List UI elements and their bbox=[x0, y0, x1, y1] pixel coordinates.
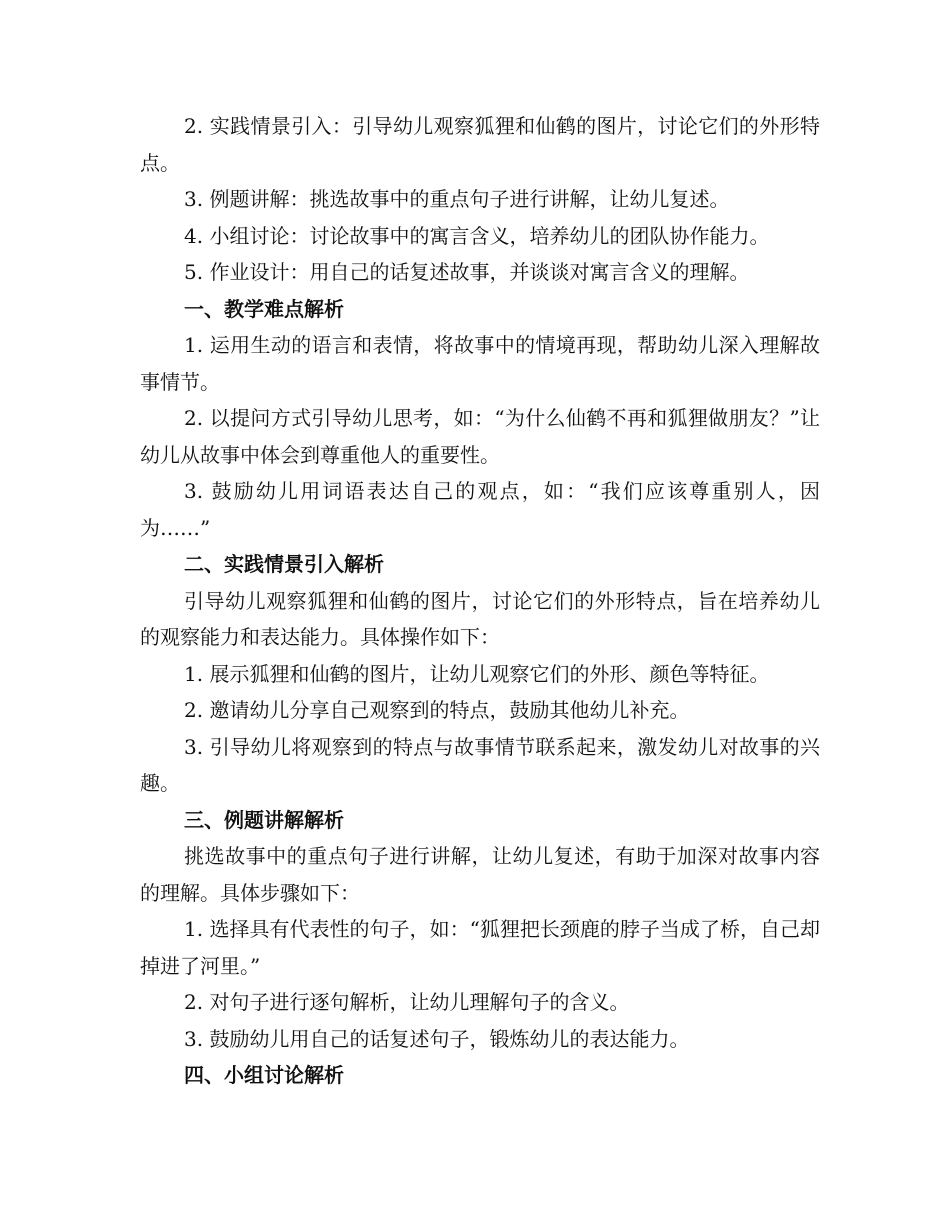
section-heading: 三、例题讲解解析 bbox=[184, 807, 344, 832]
paragraph: 3. 鼓励幼儿用词语表达自己的观点，如：“我们应该尊重别人，因为……” bbox=[140, 479, 820, 540]
paragraph: 2. 对句子进行逐句解析，让幼儿理解句子的含义。 bbox=[184, 990, 630, 1014]
paragraph: 5. 作业设计：用自己的话复述故事，并谈谈对寓言含义的理解。 bbox=[184, 260, 750, 284]
paragraph: 3. 鼓励幼儿用自己的话复述句子，锻炼幼儿的表达能力。 bbox=[184, 1026, 690, 1051]
section-heading: 二、实践情景引入解析 bbox=[184, 552, 384, 576]
document-body bbox=[140, 108, 820, 1094]
paragraph: 挑选故事中的重点句子进行讲解，让幼儿复述，有助于加深对故事内容的理解。具体步骤如下： bbox=[140, 844, 820, 905]
section-heading: 四、小组讨论解析 bbox=[184, 1063, 344, 1087]
paragraph: 4. 小组讨论：讨论故事中的寓言含义，培养幼儿的团队协作能力。 bbox=[184, 223, 770, 248]
section-heading: 一、教学难点解析 bbox=[184, 296, 344, 321]
paragraph: 1. 运用生动的语言和表情，将故事中的情境再现，帮助幼儿深入理解故事情节。 bbox=[140, 333, 820, 394]
paragraph: 引导幼儿观察狐狸和仙鹤的图片，讨论它们的外形特点，旨在培养幼儿的观察能力和表达能力。具体操作如下： bbox=[140, 588, 820, 649]
paragraph: 2. 邀请幼儿分享自己观察到的特点，鼓励其他幼儿补充。 bbox=[184, 698, 690, 722]
paragraph: 2. 实践情景引入：引导幼儿观察狐狸和仙鹤的图片，讨论它们的外形特点。 bbox=[140, 114, 820, 175]
paragraph: 3. 引导幼儿将观察到的特点与故事情节联系起来，激发幼儿对故事的兴趣。 bbox=[140, 734, 820, 795]
paragraph: 3. 例题讲解：挑选故事中的重点句子进行讲解，让幼儿复述。 bbox=[184, 187, 730, 211]
paragraph: 1. 展示狐狸和仙鹤的图片，让幼儿观察它们的外形、颜色等特征。 bbox=[184, 661, 770, 686]
paragraph: 2. 以提问方式引导幼儿思考，如：“为什么仙鹤不再和狐狸做朋友？”让幼儿从故事中体会到尊重他人的重要性。 bbox=[140, 406, 820, 467]
paragraph: 1. 选择具有代表性的句子，如：“狐狸把长颈鹿的脖子当成了桥，自己却掉进了河里。” bbox=[140, 917, 820, 978]
